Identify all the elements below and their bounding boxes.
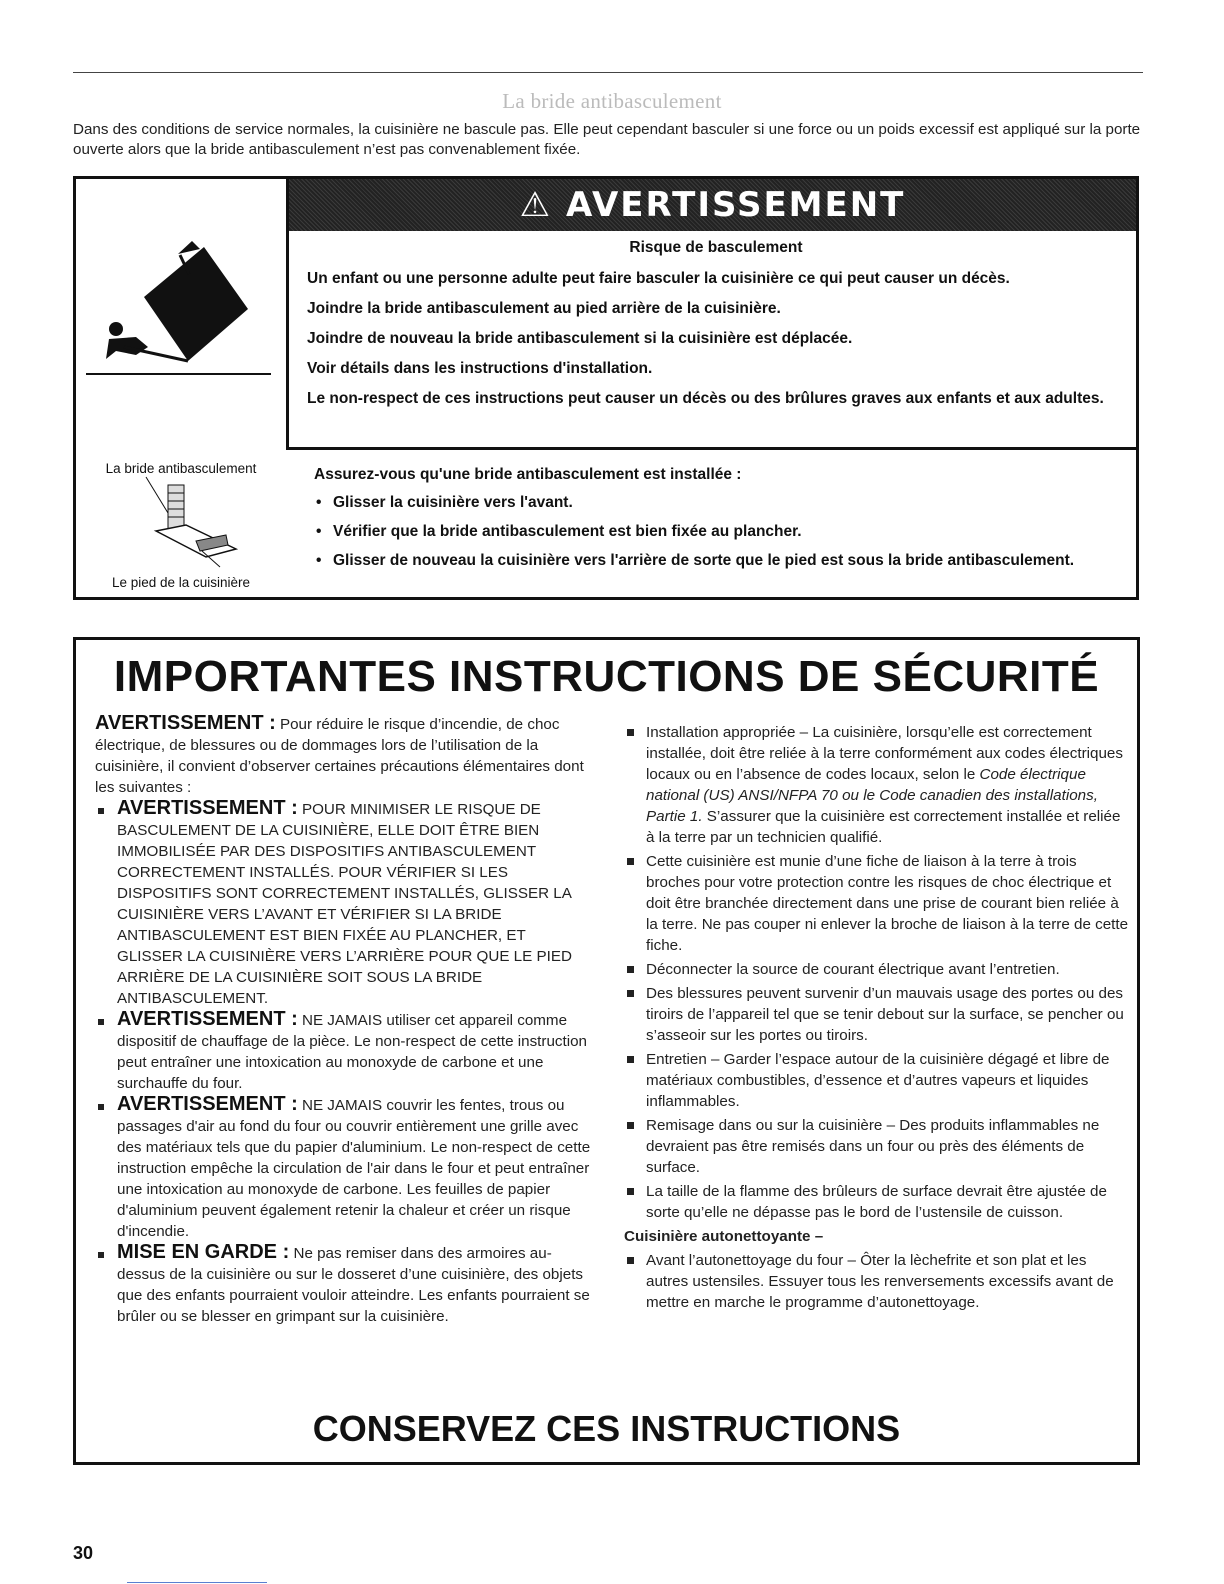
list-item: • Glisser de nouveau la cuisinière vers l'arrière de sorte que le pied est sous la bride antibasculement.: [314, 551, 1124, 571]
list-item: La taille de la flamme des brûleurs de surface devrait être ajustée de sorte qu’elle ne dépasse pas le bord de l’ustensile de cuisson.: [624, 1181, 1129, 1223]
keyword: AVERTISSEMENT :: [117, 1093, 298, 1115]
warning-divider: [286, 447, 1136, 450]
list-item: Entretien – Garder l’espace autour de la cuisinière dégagé et libre de matériaux combustibles, d’essence et d’autres vapeurs et liquides inflammables.: [624, 1049, 1129, 1112]
section-title: La bride antibasculement: [502, 89, 722, 113]
item-text: POUR MINIMISER LE RISQUE DE BASCULEMENT DE LA CUISINIÈRE, ELLE DOIT ÊTRE BIEN IMMOBILISÉE PAR DES DISPOSITIFS ANTIBASCULEMENT CORRECTEMENT INSTALLÉS. POUR VÉRIFIER SI LES DISPOSITIFS SONT CORRECTEMENT INSTALLÉS, GLISSER LA CUISINIÈRE VERS L’AVANT ET VÉRIFIER SI LA BRIDE ANTIBASCULEMENT EST BIEN FIXÉE AU PLANCHER, ET GLISSER LA CUISINIÈRE VERS L’ARRIÈRE POUR QUE LE PIED ARRIÈRE DE LA CUISINIÈRE SOIT SOUS LA BRIDE ANTIBASCULEMENT.: [117, 801, 572, 1007]
list-item: Déconnecter la source de courant électrique avant l’entretien.: [624, 959, 1129, 980]
list-item: Remisage dans ou sur la cuisinière – Des produits inflammables ne devraient pas être remisés dans un four ou près des éléments de surface.: [624, 1115, 1129, 1178]
safety-instructions-box: [73, 637, 1140, 1465]
caption-bracket: La bride antibasculement: [105, 461, 257, 476]
install-check-title: Assurez-vous qu'une bride antibasculement est installée :: [314, 466, 742, 483]
list-item: Avant l’autonettoyage du four – Ôter la lèchefrite et son plat et les autres ustensiles. Essuyer tous les renversements excessifs avant de mettre en marche le programme d’autonettoyage.: [624, 1250, 1129, 1313]
list-item: [95, 1242, 595, 1327]
install-check-list: [314, 493, 1124, 571]
list-item: [95, 1009, 595, 1094]
range-tipping-illustration: [76, 179, 283, 449]
list-item: • Vérifier que la bride antibasculement est bien fixée au plancher.: [314, 522, 1124, 542]
install-check: [314, 465, 1124, 580]
top-rule: [73, 72, 1143, 73]
item-text: Ne pas remiser dans des armoires au-dessus de la cuisinière ou sur le dosseret d’une cuisinière, des objets que des enfants pourraient vouloir atteindre. Les enfants pourraient se brûler ou se blesser en grimpant sur la cuisinière.: [117, 1245, 590, 1325]
safety-title: IMPORTANTES INSTRUCTIONS DE SÉCURITÉ: [113, 652, 1100, 701]
list-item: [95, 1094, 595, 1242]
item-text: Installation appropriée – La cuisinière, lorsqu’elle est correctement installée, doit être reliée à la terre conformément aux codes électriques locaux ou en l’absence de codes locaux, selon le: [646, 724, 1123, 783]
warning-line: Le non-respect de ces instructions peut causer un décès ou des brûlures graves aux enfants et aux adultes.: [307, 390, 1104, 407]
self-clean-subhead: Cuisinière autonettoyante –: [624, 1228, 824, 1245]
page-number: 30: [73, 1543, 94, 1563]
tip-over-warning-box: [73, 176, 1139, 600]
warning-subtitle: Risque de basculement: [629, 239, 803, 256]
warning-banner: [289, 179, 1136, 231]
list-item: [95, 798, 595, 1009]
safety-intro-text: Pour réduire le risque d’incendie, de choc électrique, de blessures ou de dommages lors de l’utilisation de la cuisinière, il convient d’observer certaines précautions élémentaires dont les suivantes :: [95, 716, 584, 796]
warning-line: Voir détails dans les instructions d'installation.: [307, 360, 653, 377]
list-item: Des blessures peuvent survenir d’un mauvais usage des portes ou des tiroirs de l’appareil tel que se tenir debout sur la surface, se pencher ou s’asseoir sur les portes ou tiroirs.: [624, 983, 1129, 1046]
keyword: AVERTISSEMENT :: [117, 1008, 298, 1030]
safety-intro: [95, 713, 595, 798]
safety-left-column: [95, 713, 595, 1327]
list-item: Cette cuisinière est munie d’une fiche de liaison à la terre à trois broches pour votre protection contre les risques de choc électrique et doit être branchée directement dans une prise de courant bien reliée à la terre. Ne pas couper ni enlever la broche de liaison à la terre de cette fiche.: [624, 851, 1129, 956]
bottom-accent-line: [127, 1582, 267, 1583]
warning-line: Joindre la bride antibasculement au pied arrière de la cuisinière.: [307, 300, 781, 317]
caption-foot: Le pied de la cuisinière: [111, 575, 251, 590]
list-item: [624, 722, 1129, 848]
intro-paragraph: Dans des conditions de service normales, la cuisinière ne bascule pas. Elle peut cependant basculer si une force ou un poids excessif est appliqué sur la porte ouverte alors que la bride antibasculement n’est pas convenablement fixée.: [73, 121, 1141, 158]
code-reference: Code électrique national (US) ANSI/NFPA 70 ou le Code canadien des installations, Partie 1.: [646, 766, 1098, 825]
list-item: • Glisser la cuisinière vers l'avant.: [314, 493, 1124, 513]
warning-line: Joindre de nouveau la bride antibasculement si la cuisinière est déplacée.: [307, 330, 853, 347]
keyword: AVERTISSEMENT :: [95, 712, 276, 734]
item-text: NE JAMAIS utiliser cet appareil comme dispositif de chauffage de la pièce. Le non-respect de cette instruction peut entraîner une intoxication au monoxyde de carbone et une surchauffe du four.: [117, 1012, 587, 1092]
safety-right-column: [624, 719, 1129, 1316]
item-text: NE JAMAIS couvrir les fentes, trous ou passages d'air au fond du four ou couvrir entièrement une grille avec des matériaux tels que du papier d'aluminium. Le non-respect de cette instruction empêche la circulation de l'air dans le four et peut entraîner une intoxication au monoxyde de carbone. Les feuilles de papier d'aluminium peuvent également retenir la chaleur et créer un risque d'incendie.: [117, 1097, 591, 1240]
item-text: S’assurer que la cuisinière est correctement installée et reliée à la terre par un technicien qualifié.: [646, 808, 1121, 846]
tip-over-illustration-cell: [76, 179, 289, 449]
keep-instructions-footer: CONSERVEZ CES INSTRUCTIONS: [312, 1408, 901, 1449]
keyword: AVERTISSEMENT :: [117, 797, 298, 819]
warning-line: Un enfant ou une personne adulte peut faire basculer la cuisinière ce qui peut causer un décès.: [307, 270, 1010, 287]
warning-banner-text: ⚠ AVERTISSEMENT: [519, 185, 906, 225]
warning-lines: [307, 269, 1127, 419]
keyword: MISE EN GARDE :: [117, 1241, 290, 1263]
